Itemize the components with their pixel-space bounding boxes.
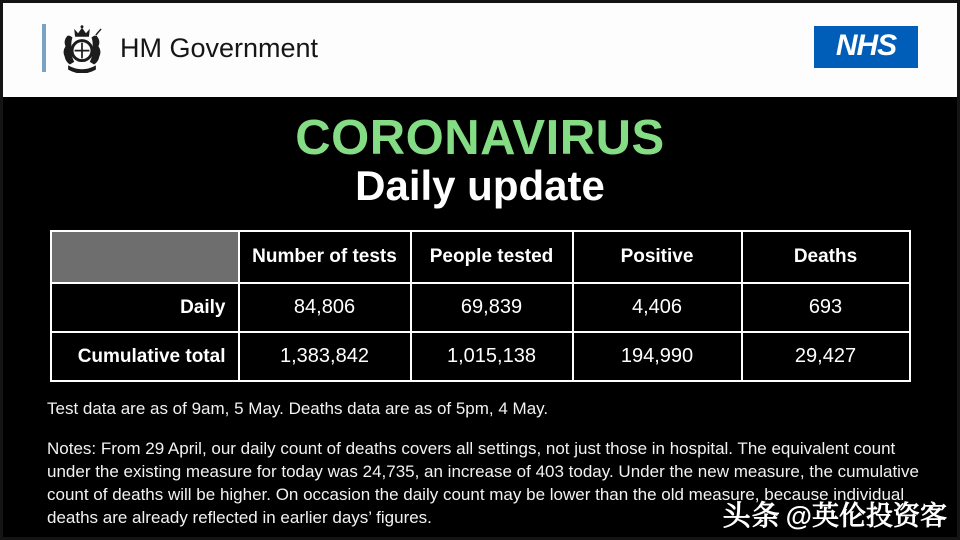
table-header-row — [51, 231, 910, 283]
col-header-number-of-tests: Number of tests — [239, 231, 411, 283]
nhs-logo — [814, 26, 918, 68]
data-as-of-caption: Test data are as of 9am, 5 May. Deaths data are as of 5pm, 4 May. — [47, 399, 549, 419]
row-label-daily: Daily — [51, 283, 239, 332]
corner-cell — [51, 231, 239, 283]
cumulative-number-of-tests: 1,383,842 — [239, 332, 411, 381]
col-header-positive: Positive — [573, 231, 742, 283]
watermark-handle: @英伦投资客 — [785, 501, 947, 531]
title-daily-update: Daily update — [355, 161, 605, 209]
slide-body — [3, 97, 957, 537]
cumulative-positive: 194,990 — [573, 332, 742, 381]
col-header-deaths: Deaths — [742, 231, 910, 283]
hmgov-blue-bar — [42, 24, 46, 72]
col-header-people-tested: People tested — [411, 231, 573, 283]
daily-positive: 4,406 — [573, 283, 742, 332]
stats-table — [50, 230, 911, 382]
table-row-daily — [51, 283, 910, 332]
hm-government-logo — [42, 23, 318, 73]
cumulative-people-tested: 1,015,138 — [411, 332, 573, 381]
notes-paragraph: Notes: From 29 April, our daily count of deaths covers all settings, not just those in hospital. The equivalent count under the existing measure for today was 24,735, an increase of 403 today. Under the new measure, the cumulative count of deaths will be higher. On occasion the daily count may be lower than the old measure, because individual deaths are already reflected in earlier days’ figures. — [47, 439, 919, 528]
daily-number-of-tests: 84,806 — [239, 283, 411, 332]
watermark — [723, 494, 947, 534]
header-bar — [3, 3, 957, 97]
daily-deaths: 693 — [742, 283, 910, 332]
row-label-cumulative-total: Cumulative total — [51, 332, 239, 381]
hm-government-label: HM Government — [120, 32, 319, 63]
royal-crest-icon — [56, 23, 108, 73]
table-row-cumulative — [51, 332, 910, 381]
nhs-label: NHS — [835, 29, 897, 62]
toutiao-logo: 头条 — [722, 500, 781, 531]
cumulative-deaths: 29,427 — [742, 332, 910, 381]
daily-people-tested: 69,839 — [411, 283, 573, 332]
title-coronavirus: CORONAVIRUS — [295, 111, 665, 165]
